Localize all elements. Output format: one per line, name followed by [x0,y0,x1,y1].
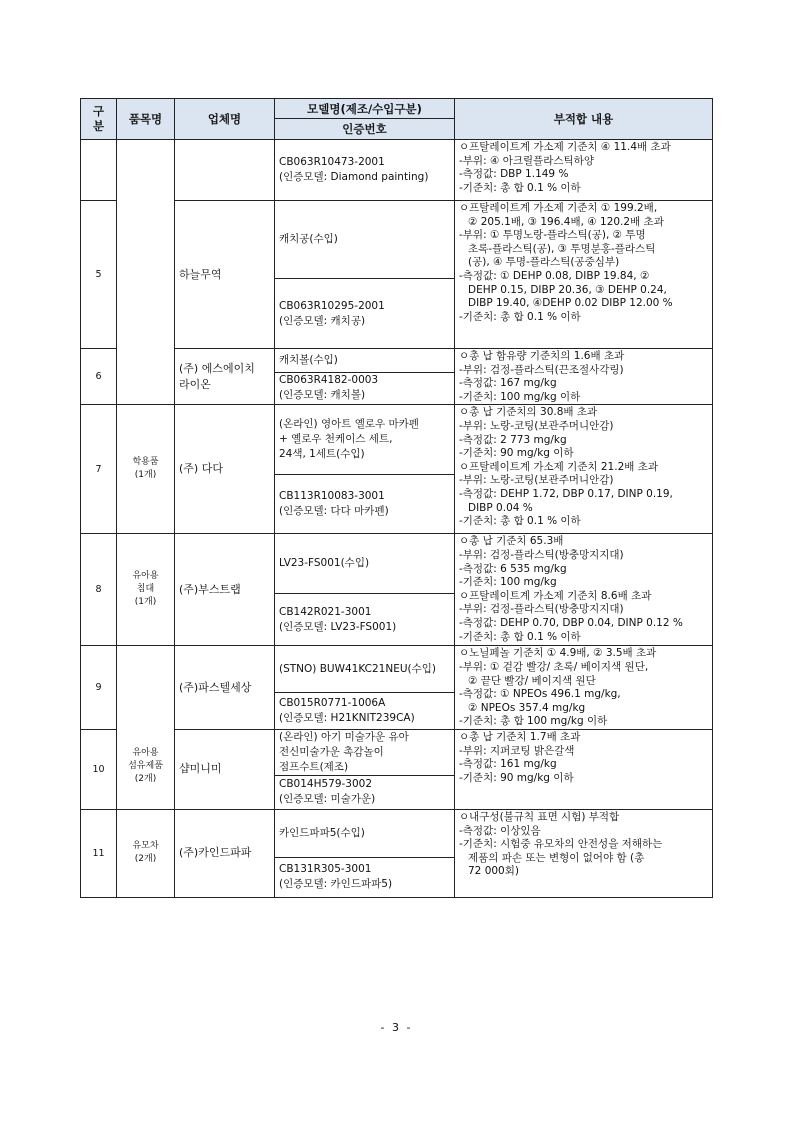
header-cert: 인증번호 [275,119,455,140]
defect-line: -기준치: 90 mg/kg 이하 [459,771,574,784]
model-name [275,201,455,279]
row-number: 9 [81,646,117,730]
cert-number [275,372,455,405]
model-name-line: 캐치볼(수입) [279,353,338,366]
cert-number-line: (인증모델: 다다 마카펜) [279,505,389,518]
defect-line: -부위: 지퍼코팅 밝은갈색 [459,744,575,757]
defect-detail [455,534,713,646]
item-category [117,140,175,405]
model-cert [275,140,455,201]
defect-line: -기준치: 총 합 0.1 % 이하 [459,630,581,643]
cert-number-line: CB142R021-3001 [279,605,372,618]
row-number: 5 [81,201,117,349]
defect-line: -측정값: DBP 1.149 % [459,168,569,181]
company-name: (주) 다다 [175,405,275,534]
cert-number-line: (인증모델: 카인드파파5) [279,878,393,891]
table-row [81,646,713,693]
row-number [81,140,117,201]
defect-group [459,141,708,195]
header-item: 품목명 [117,99,175,140]
cert-number-line: CB131R305-3001 [279,863,372,876]
item-category [117,809,175,897]
model-name-line: 카인드파파5(수입) [279,826,365,839]
defect-line: -측정값: 6 535 mg/kg [459,562,567,575]
header-model: 모델명(제조/수입구분) [275,99,455,119]
item-category-line: 유모차 [132,841,159,852]
defect-line: (공), ④ 투명-플라스틱(공중심부) [468,256,620,269]
defect-line: -측정값: DEHP 1.72, DBP 0.17, DINP 0.19, [459,487,673,500]
model-name-line: 캐치공(수입) [279,233,338,245]
model-name-line: (온라인) 아기 미술가운 유아 [279,730,409,743]
defect-group [459,350,708,404]
defect-group [459,406,708,460]
defect-line: ㅇ총 납 기준치 1.7배 초과 [459,730,581,743]
row-number: 8 [81,534,117,646]
row-number: 11 [81,809,117,897]
model-name [275,405,455,475]
defect-line: DEHP 0.15, DIBP 20.36, ③ DEHP 0.24, [468,283,667,296]
defect-detail [455,349,713,405]
header-gubun: 구 분 [81,99,117,140]
item-category-line: 침대 [136,584,155,595]
model-name-line: 점프수트(제조) [279,760,349,773]
row-number: 7 [81,405,117,534]
model-cert-line: (인증모델: Diamond painting) [279,171,429,183]
table-row [81,201,713,279]
defect-line: -측정값: ① NPEOs 496.1 mg/kg, [459,688,621,701]
item-category-line: (1개) [134,470,157,481]
defect-detail [455,729,713,809]
defect-line: -기준치: 100 mg/kg 이하 [459,390,581,403]
company-name: (주)카인드파파 [175,809,275,897]
defect-line: -부위: 검정-플라스틱(방충망지지대) [459,548,624,561]
table-body [81,140,713,898]
defect-line: -기준치: 100 mg/kg [459,576,557,589]
defect-line: ㅇ총 납 함유량 기준치의 1.6배 초과 [459,350,625,362]
defect-line: ㅇ프탈레이트계 가소제 기준치 ① 199.2배, [459,202,658,214]
item-category-line: 유아용 [132,748,159,759]
defect-line: ㅇ프탈레이트계 가소제 기준치 ④ 11.4배 초과 [459,141,671,153]
defect-line: -측정값: 161 mg/kg [459,758,557,771]
model-cert-line: CB063R10473-2001 [279,156,385,168]
header-company: 업체명 [175,99,275,140]
defect-line: DIBP 0.04 % [468,501,533,514]
defect-line: -기준치: 시험중 유모차의 안전성을 저해하는 [459,838,663,851]
defect-line: -기준치: 90 mg/kg 이하 [459,447,574,460]
company-name [175,140,275,201]
defect-detail [455,201,713,349]
defect-group [459,590,708,644]
defect-line: ㅇ총 납 기준치 65.3배 [459,535,564,548]
defect-line: 72 000회) [468,865,519,878]
model-name [275,809,455,857]
defect-line: ㅇ노닐페놀 기준치 ① 4.9배, ② 3.5배 초과 [459,647,657,660]
model-name-line: LV23-FS001(수입) [279,557,370,570]
defect-group [459,811,708,879]
defect-line: ② 205.1배, ③ 196.4배, ④ 120.2배 초과 [468,215,664,228]
model-name [275,534,455,594]
item-category-line: (1개) [134,597,157,608]
table-row [81,405,713,475]
defect-line: -부위: ① 겉감 빨강/ 초록/ 베이지색 원단, [459,660,649,673]
item-category-line: (2개) [134,854,157,865]
defect-line: -부위: 노랑-코팅(보관주머니안감) [459,419,614,432]
table-row [81,349,713,373]
table-row [81,534,713,594]
row-number: 10 [81,729,117,809]
defect-line: -기준치: 총 합 0.1 % 이하 [459,515,581,528]
cert-number [275,475,455,534]
cert-number-line: CB014H579-3002 [279,778,373,791]
defect-line: ② NPEOs 357.4 mg/kg [468,701,586,714]
model-name-line: (온라인) 영아트 옐로우 마카펜 [279,418,419,431]
model-name [275,646,455,693]
item-category [117,534,175,646]
defect-table [80,98,713,898]
defect-line: -부위: ④ 아크릴플라스틱하양 [459,154,594,167]
defect-line: -측정값: 2 773 mg/kg [459,433,567,446]
company-name: (주)부스트랩 [175,534,275,646]
defect-line: DIBP 19.40, ④DEHP 0.02 DIBP 12.00 % [468,297,673,310]
defect-line: -기준치: 총 합 0.1 % 이하 [459,310,581,323]
item-category [117,646,175,810]
company-name: (주) 에스에이치 라이온 [175,349,275,405]
defect-line: -부위: 노랑-코팅(보관주머니안감) [459,474,614,487]
defect-line: -측정값: 167 mg/kg [459,377,557,390]
defect-group [459,202,708,324]
company-name: 하늘무역 [175,201,275,349]
cert-number [275,279,455,349]
cert-number-line: CB015R0771-1006A [279,697,386,710]
row-number: 6 [81,349,117,405]
company-name: 샵미니미 [175,729,275,809]
defect-group [459,461,708,529]
table-row [81,140,713,201]
header-defect: 부적합 내용 [455,99,713,140]
model-name-line: (STNO) BUW41KC21NEU(수입) [279,662,437,675]
cert-number-line: (인증모델: 미술가운) [279,793,376,806]
item-category-line: 섬유제품 [128,761,163,772]
cert-number-line: (인증모델: H21KNIT239CA) [279,712,415,725]
defect-detail [455,646,713,730]
table-row [81,729,713,775]
defect-group [459,647,708,729]
defect-line: ㅇ내구성(불규칙 표면 시험) 부적합 [459,810,620,823]
defect-detail [455,140,713,201]
defect-line: ㅇ프탈레이트계 가소제 기준치 8.6배 초과 [459,589,652,602]
cert-number-line: (인증모델: 캐치공) [279,314,366,327]
defect-group [459,535,708,589]
defect-group [459,731,708,785]
defect-line: -측정값: 이상있음 [459,824,541,837]
defect-line: -기준치: 총 합 100 mg/kg 이하 [459,715,608,728]
defect-line: ㅇ총 납 기준치의 30.8배 초과 [459,406,598,419]
cert-number-line: (인증모델: LV23-FS001) [279,620,397,633]
table-row [81,809,713,857]
page-number: - 3 - [380,1021,413,1034]
model-name-line: 24색, 1세트(수입) [279,448,365,461]
model-name [275,729,455,775]
cert-number [275,857,455,897]
cert-number [275,775,455,809]
defect-line: -측정값: DEHP 0.70, DBP 0.04, DINP 0.12 % [459,616,683,629]
cert-number-line: CB063R10295-2001 [279,299,385,312]
item-category-line: 학용품 [132,457,159,468]
cert-number-line: CB063R4182-0003 [279,374,379,387]
defect-line: ② 끝단 빨강/ 베이지색 원단 [468,674,596,687]
model-name-line: + 옐로우 천케이스 세트, [279,433,393,446]
item-category [117,405,175,534]
cert-number-line: CB113R10083-3001 [279,490,385,503]
item-category-line: (2개) [134,774,157,785]
cert-number-line: (인증모델: 캐치볼) [279,389,366,402]
defect-line: 초록-플라스틱(공), ③ 투명분홍-플라스틱 [468,242,656,255]
item-category-line: 유아용 [132,571,159,582]
cert-number [275,693,455,730]
defect-line: -부위: 검정-플라스틱(끈조절사각링) [459,363,624,376]
cert-number [275,594,455,646]
defect-line: 제품의 파손 또는 변형이 없어야 함 (총 [468,851,645,864]
defect-line: ㅇ프탈레이트계 가소제 기준치 21.2배 초과 [459,460,659,473]
company-name: (주)파스텔세상 [175,646,275,730]
defect-line: -기준치: 총 합 0.1 % 이하 [459,181,581,194]
defect-line: -측정값: ① DEHP 0.08, DIBP 19.84, ② [459,269,650,282]
model-name-line: 전신미술가운 촉감놀이 [279,745,384,758]
defect-line: -부위: ① 투명노랑-플라스틱(공), ② 투명 [459,229,646,242]
defect-detail [455,809,713,897]
model-name [275,349,455,373]
defect-line: -부위: 검정-플라스틱(방충망지지대) [459,603,624,616]
defect-detail [455,405,713,534]
